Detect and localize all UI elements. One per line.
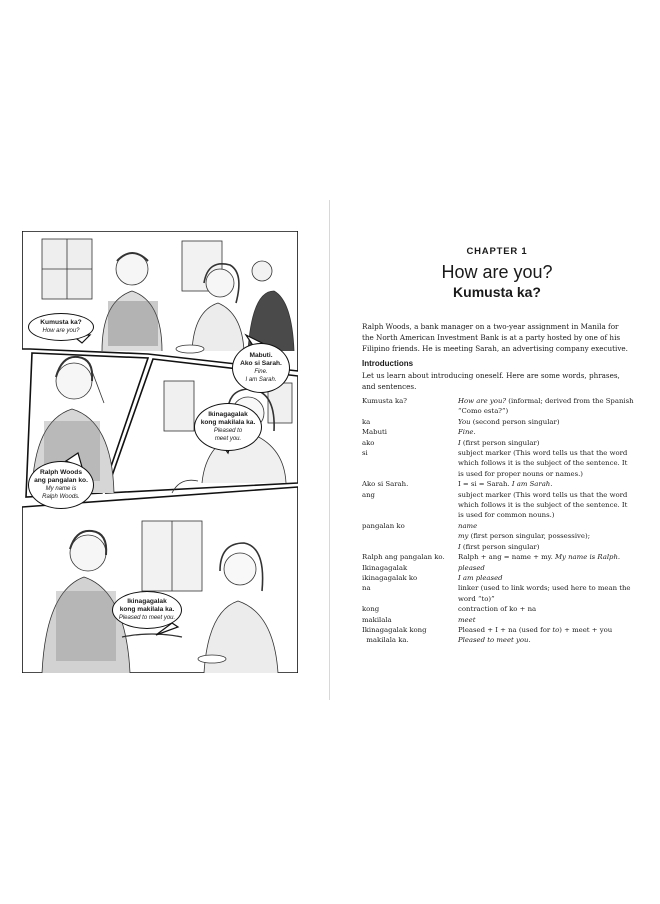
- bubble-tagalog: Mabuti. Ako si Sarah.: [240, 352, 282, 367]
- definition-segment: I: [458, 542, 461, 551]
- intro-paragraph: Ralph Woods, a bank manager on a two-year assignment in Manila for the North American Investment Bank is at a party hosted by one of his Filipino friends. He is meeting Sarah, an advertising company executive.: [362, 322, 628, 353]
- chapter-subtitle: Kumusta ka?: [453, 284, 541, 300]
- vocab-definition: [458, 604, 634, 614]
- definition-segment: You: [458, 417, 471, 426]
- vocab-row: [362, 573, 634, 583]
- vocab-term: kong: [362, 605, 380, 614]
- definition-segment: I am Sarah.: [511, 480, 553, 489]
- definition-segment: (informal; derived from the Spanish “Como esta?”): [458, 397, 634, 416]
- definition-segment: pleased: [458, 563, 485, 572]
- speech-bubble: [194, 403, 262, 451]
- vocab-definition: [458, 417, 634, 427]
- chapter-title: How are you?: [441, 262, 553, 282]
- vocab-definition: [458, 583, 634, 604]
- bubble-tagalog: Ralph Woods ang pangalan ko.: [34, 469, 88, 484]
- vocab-term: pangalan ko: [362, 521, 405, 530]
- definition-segment: Pleased to meet you.: [458, 636, 531, 645]
- vocabulary-table: [362, 396, 634, 646]
- vocab-term: na: [362, 584, 371, 593]
- definition-segment: (first person singular, possessive);: [470, 532, 591, 541]
- vocab-definition: [458, 521, 634, 552]
- bubble-tagalog: Kumusta ka?: [40, 318, 82, 326]
- vocab-definition: [458, 625, 634, 646]
- vocab-row: [362, 479, 634, 489]
- vocab-term: Ikinagagalak kong makilala ka.: [362, 625, 427, 645]
- bubble-english: Pleased to meet you.: [118, 614, 176, 621]
- vocab-term: si: [362, 449, 368, 458]
- vocab-term: Kumusta ka?: [362, 397, 407, 405]
- speech-bubble: [112, 591, 182, 629]
- speech-bubble: [28, 461, 94, 509]
- vocab-row: [362, 438, 634, 448]
- bubble-english: Pleased to meet you.: [213, 428, 243, 442]
- vocab-definition: [458, 396, 634, 417]
- definition-segment: name: [458, 521, 478, 530]
- vocab-definition: [458, 490, 634, 521]
- vocab-term: ako: [362, 438, 375, 447]
- definition-segment: my: [458, 532, 469, 541]
- definition-segment: ) + meet + you: [559, 625, 613, 634]
- vocab-row: [362, 615, 634, 625]
- section-text: Let us learn about introducing oneself. Here are some words, phrases, and sentences.: [362, 371, 620, 391]
- page-gutter: [329, 200, 330, 700]
- vocab-row: [362, 604, 634, 614]
- vocab-definition: [458, 573, 634, 583]
- vocab-row: [362, 417, 634, 427]
- vocab-definition: [458, 427, 634, 437]
- bubble-tagalog: Ikinagagalak kong makilala ka.: [200, 411, 256, 426]
- definition-segment: Ralph + ang = name + my.: [458, 553, 555, 562]
- vocab-definition: [458, 479, 634, 489]
- definition-segment: Pleased + I + na (used for: [458, 625, 553, 634]
- vocab-term: ang: [362, 490, 375, 499]
- comic-page: [22, 231, 298, 673]
- vocab-row: [362, 490, 634, 521]
- definition-segment: My name is Ralph.: [554, 553, 621, 562]
- definition-segment: (first person singular): [460, 542, 540, 551]
- vocab-term: Ako si Sarah.: [362, 480, 409, 489]
- definition-segment: How are you?: [458, 397, 507, 405]
- vocab-definition: [458, 438, 634, 448]
- chapter-label: CHAPTER 1: [466, 246, 528, 257]
- vocab-term: ikinagagalak ko: [362, 573, 418, 582]
- definition-segment: I: [458, 438, 461, 447]
- vocab-row: [362, 625, 634, 646]
- vocab-row: [362, 448, 634, 479]
- vocab-row: [362, 521, 634, 552]
- definition-segment: subject marker (This word tells us that the word which follows it is the subject of the sentence. It is used for proper nouns or names.): [458, 449, 628, 478]
- vocab-term: Ralph ang pangalan ko.: [362, 553, 445, 562]
- vocab-row: [362, 396, 634, 417]
- vocab-row: [362, 563, 634, 573]
- vocab-row: [362, 552, 634, 562]
- vocab-term: Mabuti: [362, 428, 387, 437]
- definition-segment: (first person singular): [460, 438, 540, 447]
- definition-segment: contraction of ko + na: [458, 605, 537, 614]
- bubble-english: How are you?: [42, 327, 80, 334]
- vocab-definition: [458, 552, 634, 562]
- definition-segment: Fine.: [458, 428, 476, 437]
- bubble-tagalog: Ikinagagalak kong makilala ka.: [119, 597, 175, 613]
- definition-segment: I am pleased: [458, 573, 503, 582]
- vocab-row: [362, 583, 634, 604]
- definition-segment: I = si = Sarah.: [458, 480, 512, 489]
- definition-segment: (second person singular): [470, 417, 560, 426]
- vocab-definition: [458, 563, 634, 573]
- speech-bubble: [28, 313, 94, 341]
- vocab-row: [362, 427, 634, 437]
- definition-segment: linker (used to link words; used here to mean the word “to)”: [458, 584, 631, 603]
- vocab-term: Ikinagagalak: [362, 563, 408, 572]
- vocab-term: makilala: [362, 615, 392, 624]
- bubble-english: My name is Ralph Woods.: [42, 486, 80, 500]
- vocab-definition: [458, 615, 634, 625]
- bubble-english: Fine. I am Sarah.: [245, 369, 277, 383]
- definition-segment: to: [552, 625, 560, 634]
- definition-segment: meet: [458, 615, 476, 624]
- section-heading: Introductions: [362, 359, 414, 368]
- vocab-definition: [458, 448, 634, 479]
- vocab-term: ka: [362, 417, 371, 426]
- definition-segment: subject marker (This word tells us that the word which follows it is the subject of the sentence. It is used for common nouns.): [458, 490, 628, 520]
- speech-bubble: [232, 343, 290, 393]
